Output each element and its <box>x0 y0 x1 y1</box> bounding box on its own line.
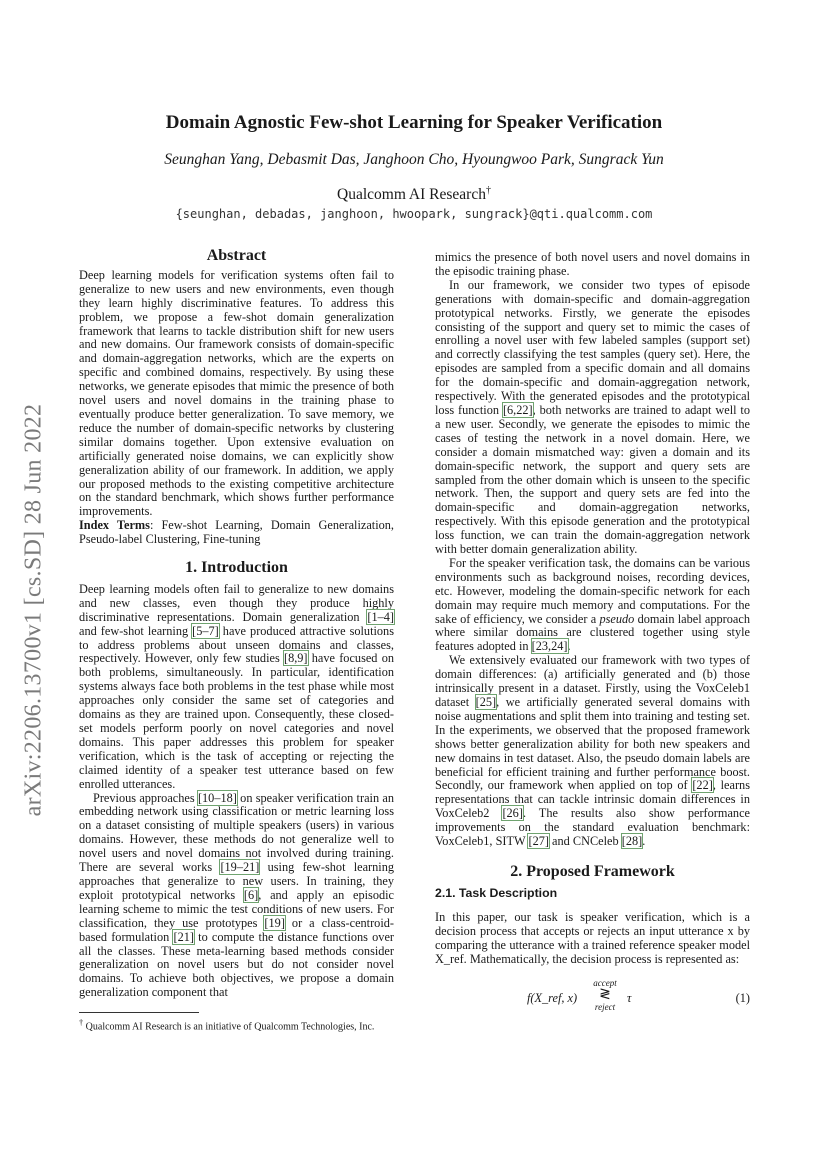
comparison-symbol: ≷ <box>599 987 611 1003</box>
accept-label: accept <box>593 978 617 989</box>
introduction-heading: 1. Introduction <box>185 559 288 577</box>
citation-link[interactable]: [5–7] <box>192 623 219 638</box>
citation-link[interactable]: [10–18] <box>197 790 237 805</box>
left-column <box>79 249 394 1033</box>
decision-operator <box>590 978 620 1012</box>
equation-threshold: τ <box>627 991 632 1006</box>
citation-link[interactable]: [22] <box>692 778 713 793</box>
right-column <box>435 251 750 1022</box>
author-list: Seunghan Yang, Debasmit Das, Janghoon Cho, Hyoungwoo Park, Sungrack Yun <box>164 151 664 168</box>
citation-link[interactable]: [6,22] <box>502 402 533 417</box>
paper-title: Domain Agnostic Few-shot Learning for Speaker Verification <box>165 112 663 133</box>
index-terms <box>79 519 394 547</box>
citation-link[interactable]: [19–21] <box>220 860 260 875</box>
citation-link[interactable]: [19] <box>264 915 285 930</box>
arxiv-id: arXiv:2206.13700v1 [cs.SD] 28 Jun 2022 <box>20 403 47 817</box>
proposed-framework-heading: 2. Proposed Framework <box>510 862 675 880</box>
affiliation-name: Qualcomm AI Research <box>337 186 486 204</box>
task-description-heading: 2.1. Task Description <box>435 885 558 900</box>
equation-number: (1) <box>735 991 750 1006</box>
equation-lhs: f(X_ref, x) <box>527 991 578 1006</box>
citation-link[interactable]: [26] <box>502 806 523 821</box>
intro-paragraph-2: Previous approaches [10–18] on speaker verification train an embedding network using classification or metric learning loss on a dataset consisting of multiple speakers (users) in various domains. However, these methods do not generalize well to novel users and novel domains not involved during training. There are several works [19–21] using few-shot learning approaches that generalize to new users. In training, they exploit prototypical networks [6], and apply an episodic learning scheme to mimic the test conditions of new users. For classification, they use prototypes [19] or a class-centroid-based formulation [21] to compute the distance functions over all the classes. These meta-learning based methods consider generalization on novel users but do not consider novel domains. To achieve both objectives, we propose a domain generalization component that <box>79 790 395 1000</box>
author-emails: {seunghan, debadas, janghoon, hwoopark, sungrack}@qti.qualcomm.com <box>175 207 653 221</box>
right-paragraph-2: For the speaker verification task, the domains can be various environments such as background noises, recording devices, etc. However, modeling the domain-specific network for each domain may require much memory and computations. For the sake of efficiency, we consider a pseudo domain label approach where similar domains are clustered together using style features adopted in [23,24]. <box>435 555 750 654</box>
right-paragraph-3: We extensively evaluated our framework with two types of domain differences: (a) artificially generated and (b) those intrinsically present in a dataset. Firstly, using the VoxCeleb1 dataset [25], we artificially generated several domains with noise augmentations and split them into training and testing set. In the experiments, we observed that the proposed framework shows better generalization ability for both new speakers and new domains in test dataset. Also, the pseudo domain labels are beneficial for efficient training and further performance boost. Secondly, our framework when applied on top of [22], learns representations that can tackle intrinsic domain differences in VoxCeleb2 [26]. The results also show performance improvements on the standard evaluation benchmark: VoxCeleb1, SITW [27] and CNCeleb [28]. <box>435 653 750 849</box>
citation-link[interactable]: [1–4] <box>367 609 394 624</box>
citation-link[interactable]: [28] <box>621 834 643 849</box>
arxiv-sidebar-stamp <box>14 360 54 860</box>
index-terms-list: : Few-shot Learning, Domain Generalization, Pseudo-label Clustering, Fine-tuning <box>79 518 394 547</box>
right-paragraph-1: In our framework, we consider two types of episode generations with domain-specific and domain-aggregation prototypical networks. Firstly, we generate the episodes consisting of the support and query set to mimic the cases of enrolling a novel user with few labeled samples (support set) and correctly classifying the test samples (query set). Here, the episodes are sampled from a specific domain and all domains for the domain-specific and domain-aggregation network, respectively. With the generated episodes and the prototypical loss function [6,22], both networks are trained to adapt well to a new user. Secondly, we generate the episodes to mimic the cases of testing the network in a novel domain. Here, we consider a domain mismatched way: given a domain and its domain-specific network, the support and query sets are sampled from the other domain which is unseen to the specific network. Then, the support and query sets are fed into the domain-specific and domain-aggregation networks, respectively. With this episode generation and the prototypical loss function, we can train the domain-aggregation network with better domain generalization ability. <box>435 277 750 557</box>
citation-link[interactable]: [25] <box>475 695 497 709</box>
citation-link[interactable]: [21] <box>173 929 194 944</box>
citation-link[interactable]: [6] <box>243 887 259 902</box>
affiliation-mark: † <box>485 185 491 196</box>
citation-link[interactable]: [27] <box>528 834 549 849</box>
index-terms-label: Index Terms <box>79 518 150 533</box>
reject-label: reject <box>594 1002 616 1013</box>
equation-1 <box>435 978 750 1022</box>
citation-link[interactable]: [23,24] <box>531 639 568 654</box>
intro-paragraph-1: Deep learning models often fail to generalize to new domains and new classes, even though they produce highly discriminative representations. Domain generalization [1–4] and few-shot learning [5–7] have produced attractive solutions to address problems about unseen domains and classes, respectively. However, only few studies [8,9] have focused on both problems, simultaneously. In particular, identification systems always face both problems in the test phase while most approaches only consider the same set of categories and domains as they are trained upon. Consequently, these closed-set models perform poorly on novel categories and novel domains. This paper addresses this problem for speaker verification, which is the task of accepting or rejecting the claimed identity of a speaker test utterance based on few enrolled utterances. <box>79 581 394 791</box>
footnote: † Qualcomm AI Research is an initiative of Qualcomm Technologies, Inc. <box>79 1018 375 1033</box>
task-description-text: In this paper, our task is speaker verification, which is a decision process that accepts or rejects an input utterance x by comparing the utterance with a trained reference speaker model X_ref. Mathematically, the decision process is represented as: <box>435 909 750 966</box>
right-paragraph-0: mimics the presence of both novel users and novel domains in the episodic training phase. <box>435 250 750 278</box>
affiliation <box>0 185 828 204</box>
abstract-heading: Abstract <box>206 247 267 264</box>
citation-link[interactable]: [8,9] <box>283 651 308 666</box>
footnote-rule <box>79 1012 199 1013</box>
abstract-text: Deep learning models for verification systems often fail to generalize to new users and new environments, even though they learn highly discriminative features. To address this problem, we propose a few-shot domain generalization framework that learns to tackle distribution shift for new users and new domains. Our framework consists of domain-specific and domain-aggregation networks, which are the experts on specific and combined domains, respectively. By using these networks, we generate episodes that mimic the presence of both novel users and novel domains in the training phase to eventually produce better generalization. To save memory, we reduce the number of domain-specific networks by clustering similar domains together. Upon extensive evaluation on artificially generated noise domains, we can explicitly show generalization ability of our framework. In addition, we apply our proposed methods to the existing competitive architecture on the standard benchmark, which shows further performance improvements. <box>79 267 394 519</box>
